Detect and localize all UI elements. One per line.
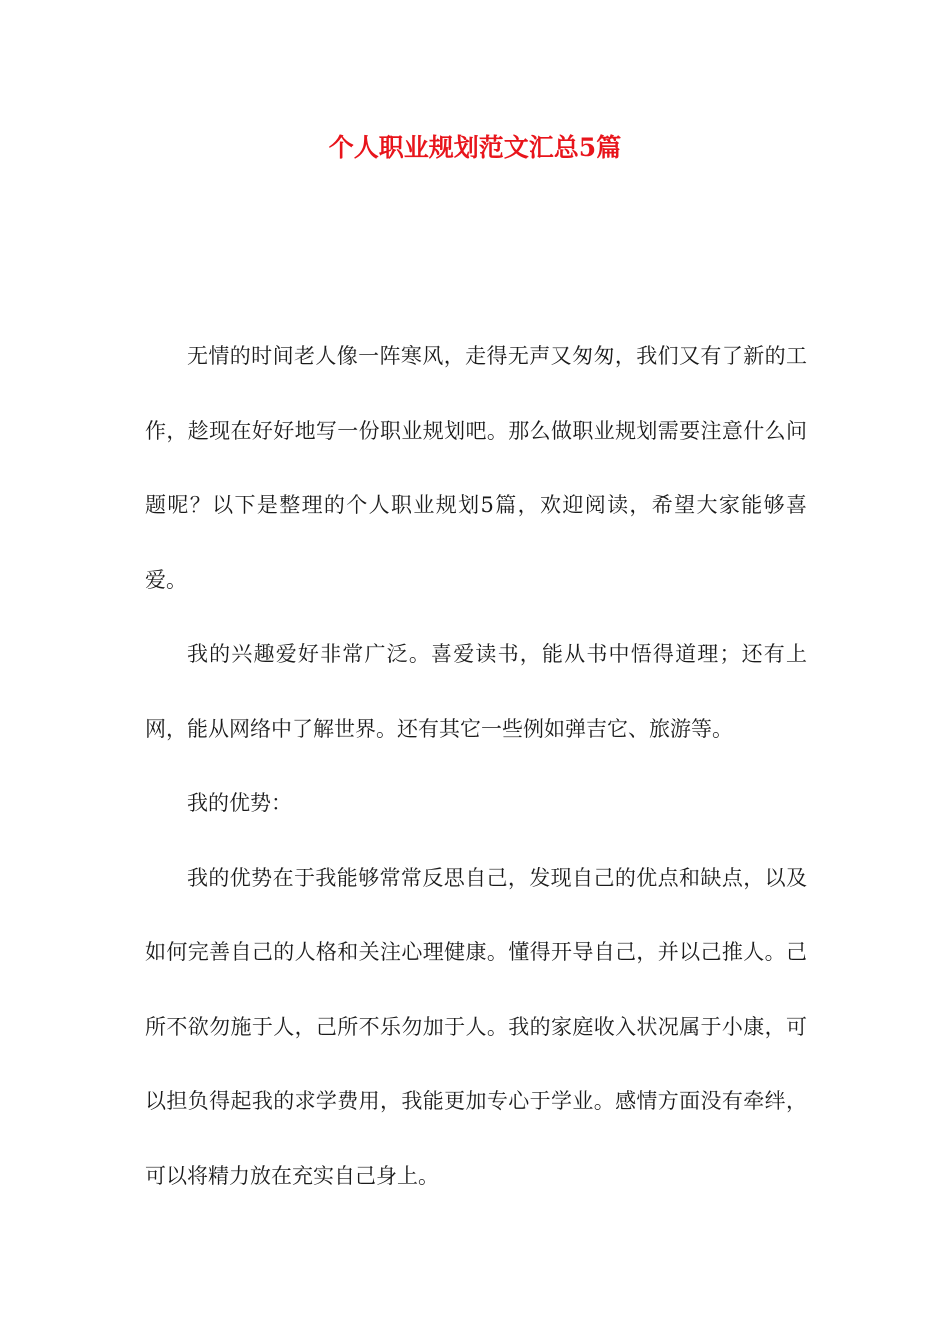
document-body [145, 319, 807, 1213]
paragraph-strengths-heading: 我的优势： [187, 791, 292, 815]
paragraph-strengths: 我的优势在于我能够常常反思自己，发现自己的优点和缺点，以及如何完善自己的人格和关注心理健康。懂得开导自己，并以己推人。己所不欲勿施于人，己所不乐勿加于人。我的家庭收入状况属于小康，可以担负得起我的求学费用，我能更加专心于学业。感情方面没有牵绊，可以将精力放在充实自己身上。 [145, 865, 807, 1188]
paragraph-interests: 我的兴趣爱好非常广泛。喜爱读书，能从书中悟得道理；还有上网，能从网络中了解世界。还有其它一些例如弹吉它、旅游等。 [145, 642, 807, 741]
document-title: 个人职业规划范文汇总5篇 [328, 133, 622, 162]
paragraph-intro: 无情的时间老人像一阵寒风，走得无声又匆匆，我们又有了新的工作，趁现在好好地写一份职业规划吧。那么做职业规划需要注意什么问题呢？以下是整理的个人职业规划5篇，欢迎阅读，希望大家能够喜爱。 [145, 344, 807, 592]
